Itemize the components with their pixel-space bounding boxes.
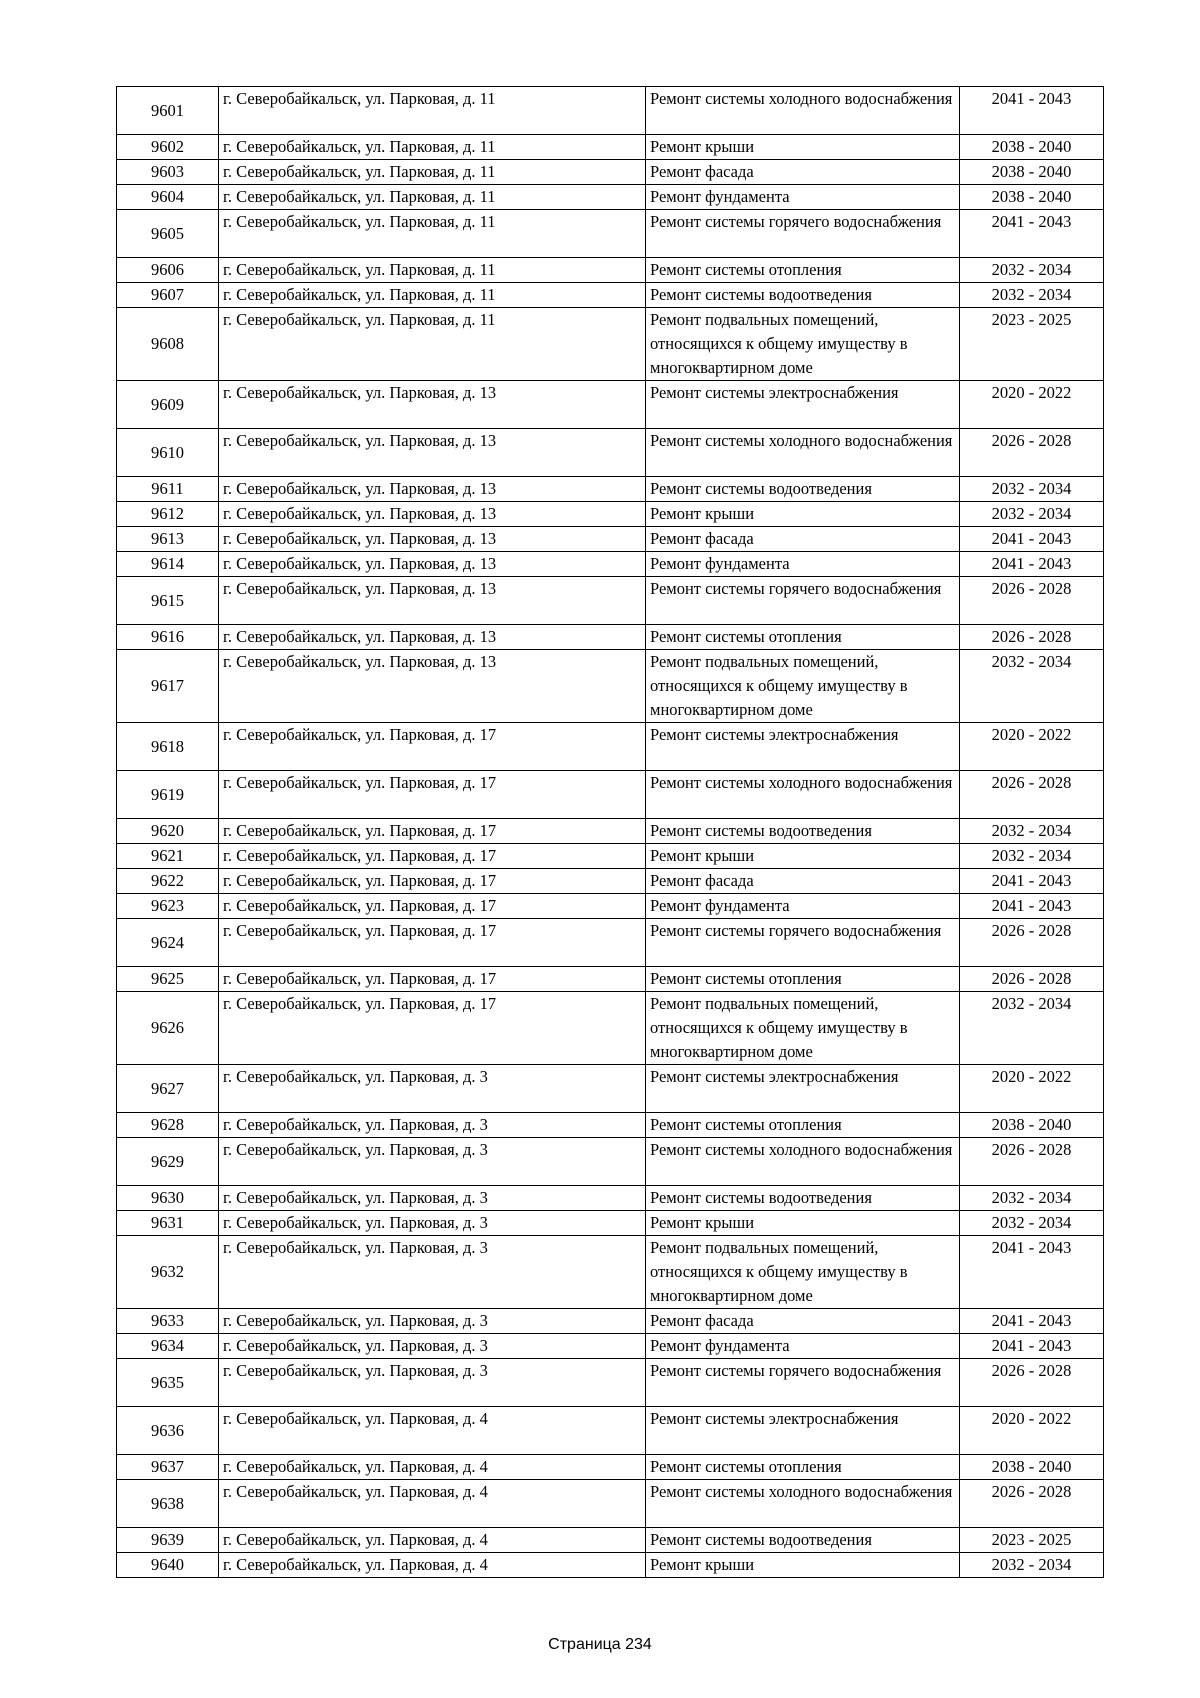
table-row [117, 1236, 1104, 1309]
table-row [117, 502, 1104, 527]
row-number: 9620 [117, 819, 219, 844]
row-work-type: Ремонт системы холодного водоснабжения [646, 87, 960, 135]
row-number: 9605 [117, 210, 219, 258]
row-work-type: Ремонт системы отопления [646, 1113, 960, 1138]
row-work-type: Ремонт крыши [646, 1553, 960, 1578]
table-row [117, 650, 1104, 723]
table-row [117, 1334, 1104, 1359]
row-number: 9603 [117, 160, 219, 185]
row-number: 9639 [117, 1528, 219, 1553]
row-work-type: Ремонт подвальных помещений, относящихся к общему имуществу в многоквартирном доме [646, 992, 960, 1065]
row-number: 9630 [117, 1186, 219, 1211]
row-number: 9609 [117, 381, 219, 429]
table-row [117, 1480, 1104, 1528]
row-period: 2020 - 2022 [960, 1065, 1104, 1113]
table-row [117, 992, 1104, 1065]
row-work-type: Ремонт системы холодного водоснабжения [646, 1480, 960, 1528]
row-work-type: Ремонт фундамента [646, 185, 960, 210]
row-period: 2032 - 2034 [960, 1186, 1104, 1211]
table-row [117, 258, 1104, 283]
row-number: 9635 [117, 1359, 219, 1407]
table-row [117, 1407, 1104, 1455]
row-work-type: Ремонт системы горячего водоснабжения [646, 210, 960, 258]
table-row [117, 1186, 1104, 1211]
row-address: г. Северобайкальск, ул. Парковая, д. 17 [219, 771, 646, 819]
row-address: г. Северобайкальск, ул. Парковая, д. 17 [219, 819, 646, 844]
capital-repair-schedule-table [116, 86, 1104, 1578]
row-work-type: Ремонт фундамента [646, 552, 960, 577]
row-period: 2032 - 2034 [960, 844, 1104, 869]
table-row [117, 552, 1104, 577]
row-number: 9628 [117, 1113, 219, 1138]
row-address: г. Северобайкальск, ул. Парковая, д. 3 [219, 1309, 646, 1334]
table-row [117, 283, 1104, 308]
row-work-type: Ремонт подвальных помещений, относящихся к общему имуществу в многоквартирном доме [646, 650, 960, 723]
table-body [117, 87, 1104, 1578]
table-row [117, 135, 1104, 160]
row-address: г. Северобайкальск, ул. Парковая, д. 17 [219, 869, 646, 894]
row-address: г. Северобайкальск, ул. Парковая, д. 13 [219, 381, 646, 429]
row-period: 2041 - 2043 [960, 552, 1104, 577]
row-address: г. Северобайкальск, ул. Парковая, д. 11 [219, 160, 646, 185]
row-address: г. Северобайкальск, ул. Парковая, д. 17 [219, 967, 646, 992]
row-address: г. Северобайкальск, ул. Парковая, д. 3 [219, 1211, 646, 1236]
row-period: 2026 - 2028 [960, 771, 1104, 819]
row-number: 9616 [117, 625, 219, 650]
table-row [117, 1528, 1104, 1553]
row-number: 9624 [117, 919, 219, 967]
row-period: 2041 - 2043 [960, 1236, 1104, 1309]
page-number: Страница 234 [548, 1636, 652, 1653]
row-work-type: Ремонт крыши [646, 502, 960, 527]
table-row [117, 869, 1104, 894]
row-work-type: Ремонт системы электроснабжения [646, 1407, 960, 1455]
row-address: г. Северобайкальск, ул. Парковая, д. 17 [219, 992, 646, 1065]
row-address: г. Северобайкальск, ул. Парковая, д. 17 [219, 919, 646, 967]
row-work-type: Ремонт системы горячего водоснабжения [646, 919, 960, 967]
row-address: г. Северобайкальск, ул. Парковая, д. 4 [219, 1553, 646, 1578]
row-number: 9625 [117, 967, 219, 992]
row-number: 9618 [117, 723, 219, 771]
table-row [117, 1138, 1104, 1186]
row-work-type: Ремонт системы отопления [646, 967, 960, 992]
table-row [117, 919, 1104, 967]
row-number: 9602 [117, 135, 219, 160]
table-row [117, 723, 1104, 771]
row-period: 2032 - 2034 [960, 1553, 1104, 1578]
row-number: 9601 [117, 87, 219, 135]
row-address: г. Северобайкальск, ул. Парковая, д. 13 [219, 552, 646, 577]
row-address: г. Северобайкальск, ул. Парковая, д. 13 [219, 527, 646, 552]
table-row [117, 625, 1104, 650]
row-period: 2041 - 2043 [960, 527, 1104, 552]
row-number: 9606 [117, 258, 219, 283]
row-number: 9636 [117, 1407, 219, 1455]
row-work-type: Ремонт фасада [646, 527, 960, 552]
row-address: г. Северобайкальск, ул. Парковая, д. 13 [219, 650, 646, 723]
row-period: 2032 - 2034 [960, 283, 1104, 308]
row-address: г. Северобайкальск, ул. Парковая, д. 11 [219, 308, 646, 381]
row-number: 9634 [117, 1334, 219, 1359]
row-period: 2032 - 2034 [960, 992, 1104, 1065]
row-work-type: Ремонт системы электроснабжения [646, 723, 960, 771]
row-work-type: Ремонт системы водоотведения [646, 477, 960, 502]
row-period: 2041 - 2043 [960, 869, 1104, 894]
row-work-type: Ремонт фундамента [646, 1334, 960, 1359]
row-period: 2041 - 2043 [960, 87, 1104, 135]
table-row [117, 429, 1104, 477]
row-address: г. Северобайкальск, ул. Парковая, д. 13 [219, 429, 646, 477]
row-address: г. Северобайкальск, ул. Парковая, д. 11 [219, 185, 646, 210]
row-work-type: Ремонт крыши [646, 844, 960, 869]
row-number: 9608 [117, 308, 219, 381]
row-address: г. Северобайкальск, ул. Парковая, д. 17 [219, 723, 646, 771]
row-period: 2026 - 2028 [960, 919, 1104, 967]
table-row [117, 577, 1104, 625]
row-address: г. Северобайкальск, ул. Парковая, д. 13 [219, 577, 646, 625]
row-address: г. Северобайкальск, ул. Парковая, д. 4 [219, 1407, 646, 1455]
row-period: 2041 - 2043 [960, 210, 1104, 258]
row-work-type: Ремонт системы холодного водоснабжения [646, 771, 960, 819]
table-row [117, 1553, 1104, 1578]
row-work-type: Ремонт системы водоотведения [646, 283, 960, 308]
row-work-type: Ремонт системы холодного водоснабжения [646, 429, 960, 477]
row-work-type: Ремонт системы холодного водоснабжения [646, 1138, 960, 1186]
row-period: 2041 - 2043 [960, 894, 1104, 919]
row-address: г. Северобайкальск, ул. Парковая, д. 3 [219, 1334, 646, 1359]
row-work-type: Ремонт крыши [646, 135, 960, 160]
row-number: 9640 [117, 1553, 219, 1578]
table-row [117, 819, 1104, 844]
table-row [117, 477, 1104, 502]
row-work-type: Ремонт системы отопления [646, 1455, 960, 1480]
table-row [117, 308, 1104, 381]
row-period: 2038 - 2040 [960, 1455, 1104, 1480]
row-address: г. Северобайкальск, ул. Парковая, д. 11 [219, 87, 646, 135]
row-address: г. Северобайкальск, ул. Парковая, д. 3 [219, 1186, 646, 1211]
row-period: 2038 - 2040 [960, 185, 1104, 210]
row-number: 9627 [117, 1065, 219, 1113]
row-number: 9613 [117, 527, 219, 552]
row-period: 2041 - 2043 [960, 1334, 1104, 1359]
row-work-type: Ремонт системы горячего водоснабжения [646, 577, 960, 625]
row-number: 9623 [117, 894, 219, 919]
row-period: 2032 - 2034 [960, 258, 1104, 283]
row-number: 9622 [117, 869, 219, 894]
row-number: 9626 [117, 992, 219, 1065]
row-period: 2026 - 2028 [960, 1480, 1104, 1528]
row-number: 9611 [117, 477, 219, 502]
row-period: 2023 - 2025 [960, 308, 1104, 381]
table-row [117, 210, 1104, 258]
row-work-type: Ремонт фасада [646, 160, 960, 185]
row-work-type: Ремонт системы отопления [646, 258, 960, 283]
row-address: г. Северобайкальск, ул. Парковая, д. 11 [219, 258, 646, 283]
table-row [117, 844, 1104, 869]
row-number: 9604 [117, 185, 219, 210]
row-work-type: Ремонт фасада [646, 1309, 960, 1334]
row-number: 9632 [117, 1236, 219, 1309]
row-work-type: Ремонт подвальных помещений, относящихся к общему имуществу в многоквартирном доме [646, 308, 960, 381]
row-address: г. Северобайкальск, ул. Парковая, д. 3 [219, 1065, 646, 1113]
row-address: г. Северобайкальск, ул. Парковая, д. 3 [219, 1359, 646, 1407]
row-number: 9629 [117, 1138, 219, 1186]
row-number: 9607 [117, 283, 219, 308]
row-number: 9615 [117, 577, 219, 625]
row-period: 2032 - 2034 [960, 650, 1104, 723]
row-address: г. Северобайкальск, ул. Парковая, д. 3 [219, 1113, 646, 1138]
row-period: 2026 - 2028 [960, 429, 1104, 477]
row-period: 2032 - 2034 [960, 477, 1104, 502]
row-period: 2032 - 2034 [960, 1211, 1104, 1236]
table-row [117, 1309, 1104, 1334]
row-address: г. Северобайкальск, ул. Парковая, д. 3 [219, 1138, 646, 1186]
row-number: 9638 [117, 1480, 219, 1528]
table-row [117, 1455, 1104, 1480]
row-work-type: Ремонт системы горячего водоснабжения [646, 1359, 960, 1407]
row-number: 9631 [117, 1211, 219, 1236]
row-number: 9619 [117, 771, 219, 819]
row-work-type: Ремонт подвальных помещений, относящихся к общему имуществу в многоквартирном доме [646, 1236, 960, 1309]
row-period: 2020 - 2022 [960, 723, 1104, 771]
table-row [117, 1211, 1104, 1236]
table-row [117, 87, 1104, 135]
table-row [117, 1113, 1104, 1138]
row-number: 9621 [117, 844, 219, 869]
row-period: 2038 - 2040 [960, 135, 1104, 160]
row-number: 9617 [117, 650, 219, 723]
table-row [117, 771, 1104, 819]
row-period: 2026 - 2028 [960, 967, 1104, 992]
row-number: 9633 [117, 1309, 219, 1334]
table-row [117, 527, 1104, 552]
row-work-type: Ремонт системы электроснабжения [646, 1065, 960, 1113]
row-period: 2020 - 2022 [960, 381, 1104, 429]
row-work-type: Ремонт системы электроснабжения [646, 381, 960, 429]
row-address: г. Северобайкальск, ул. Парковая, д. 4 [219, 1528, 646, 1553]
row-period: 2026 - 2028 [960, 1138, 1104, 1186]
table-row [117, 160, 1104, 185]
table-row [117, 967, 1104, 992]
row-number: 9637 [117, 1455, 219, 1480]
row-address: г. Северобайкальск, ул. Парковая, д. 13 [219, 625, 646, 650]
row-period: 2041 - 2043 [960, 1309, 1104, 1334]
table-row [117, 1359, 1104, 1407]
row-work-type: Ремонт системы водоотведения [646, 819, 960, 844]
row-address: г. Северобайкальск, ул. Парковая, д. 11 [219, 210, 646, 258]
row-period: 2032 - 2034 [960, 819, 1104, 844]
table-row [117, 381, 1104, 429]
row-address: г. Северобайкальск, ул. Парковая, д. 11 [219, 283, 646, 308]
row-period: 2026 - 2028 [960, 577, 1104, 625]
row-period: 2026 - 2028 [960, 1359, 1104, 1407]
row-work-type: Ремонт системы водоотведения [646, 1528, 960, 1553]
row-address: г. Северобайкальск, ул. Парковая, д. 4 [219, 1455, 646, 1480]
row-address: г. Северобайкальск, ул. Парковая, д. 17 [219, 894, 646, 919]
row-work-type: Ремонт крыши [646, 1211, 960, 1236]
row-work-type: Ремонт фундамента [646, 894, 960, 919]
table-row [117, 185, 1104, 210]
row-period: 2020 - 2022 [960, 1407, 1104, 1455]
row-address: г. Северобайкальск, ул. Парковая, д. 11 [219, 135, 646, 160]
table-row [117, 894, 1104, 919]
row-work-type: Ремонт системы водоотведения [646, 1186, 960, 1211]
row-address: г. Северобайкальск, ул. Парковая, д. 13 [219, 477, 646, 502]
row-address: г. Северобайкальск, ул. Парковая, д. 4 [219, 1480, 646, 1528]
row-address: г. Северобайкальск, ул. Парковая, д. 3 [219, 1236, 646, 1309]
row-number: 9612 [117, 502, 219, 527]
row-address: г. Северобайкальск, ул. Парковая, д. 13 [219, 502, 646, 527]
row-period: 2038 - 2040 [960, 1113, 1104, 1138]
row-number: 9610 [117, 429, 219, 477]
row-period: 2026 - 2028 [960, 625, 1104, 650]
row-address: г. Северобайкальск, ул. Парковая, д. 17 [219, 844, 646, 869]
row-period: 2032 - 2034 [960, 502, 1104, 527]
row-period: 2023 - 2025 [960, 1528, 1104, 1553]
row-number: 9614 [117, 552, 219, 577]
table-row [117, 1065, 1104, 1113]
row-period: 2038 - 2040 [960, 160, 1104, 185]
row-work-type: Ремонт системы отопления [646, 625, 960, 650]
row-work-type: Ремонт фасада [646, 869, 960, 894]
